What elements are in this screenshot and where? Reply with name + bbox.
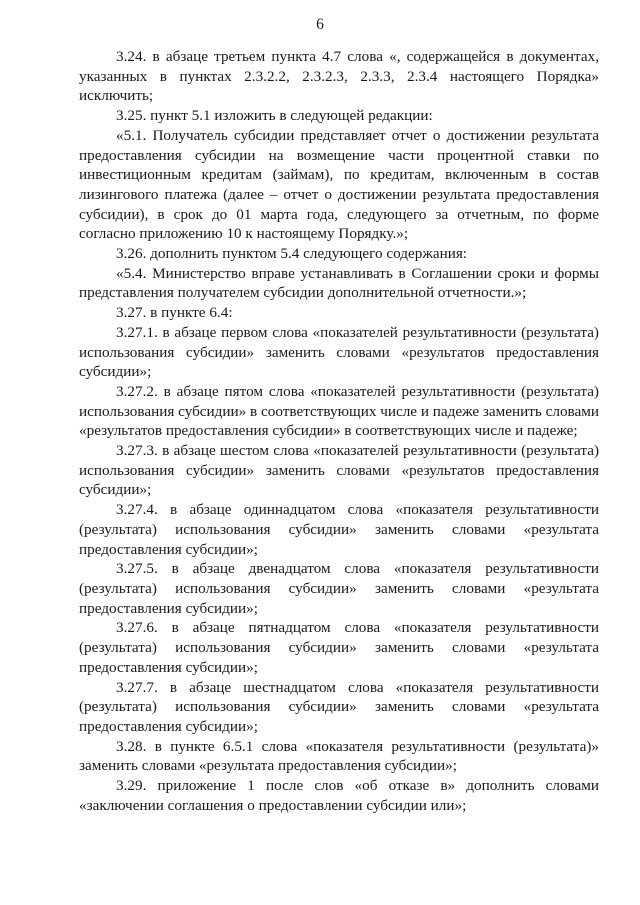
paragraph-3-27-2: 3.27.2. в абзаце пятом слова «показателей результативности (результата) использования субсидии» в соответствующих числе и падеже заменить словами «результатов предоставления субсидии» в соответствующих числе и падеже; (79, 382, 599, 440)
paragraph-3-29: 3.29. приложение 1 после слов «об отказе в» дополнить словами «заключении соглашения о предоставлении субсидии или»; (79, 777, 599, 814)
paragraph-3-27: 3.27. в пункте 6.4: (116, 304, 233, 322)
document-body (79, 47, 599, 815)
paragraph-3-28: 3.28. в пункте 6.5.1 слова «показателя результативности (результата)» заменить словами «результата предоставления субсидии»; (79, 737, 599, 775)
paragraph-3-25: 3.25. пункт 5.1 изложить в следующей редакции: (116, 107, 433, 125)
page-number: 6 (316, 16, 324, 33)
paragraph-3-27-3: 3.27.3. в абзаце шестом слова «показателей результативности (результата) использования субсидии» заменить словами «результатов предоставления субсидии»; (79, 442, 599, 499)
paragraph-3-27-5: 3.27.5. в абзаце двенадцатом слова «показателя результативности (результата) использования субсидии» заменить словами «результата предоставления субсидии»; (79, 560, 599, 617)
paragraph-3-27-6: 3.27.6. в абзаце пятнадцатом слова «показателя результативности (результата) использования субсидии» заменить словами «результата предоставления субсидии»; (79, 619, 599, 676)
paragraph-3-27-7: 3.27.7. в абзаце шестнадцатом слова «показателя результативности (результата) использования субсидии» заменить словами «результата предоставления субсидии»; (79, 678, 599, 735)
paragraph-3-26: 3.26. дополнить пунктом 5.4 следующего содержания: (116, 245, 468, 263)
paragraph-3-27-4: 3.27.4. в абзаце одиннадцатом слова «показателя результативности (результата) использования субсидии» заменить словами «результата предоставления субсидии»; (79, 501, 599, 558)
paragraph-3-24: 3.24. в абзаце третьем пункта 4.7 слова «, содержащейся в документах, указанных в пунктах 2.3.2.2, 2.3.2.3, 2.3.3, 2.3.4 настоящего Порядка» исключить; (79, 48, 599, 105)
paragraph-3-27-1: 3.27.1. в абзаце первом слова «показателей результативности (результата) использования субсидии» заменить словами «результатов предоставления субсидии»; (79, 323, 599, 381)
paragraph-5-4-text: «5.4. Министерство вправе устанавливать в Соглашении сроки и формы представления получателем субсидии дополнительной отчетности.»; (79, 264, 599, 302)
paragraph-5-1-text: «5.1. Получатель субсидии представляет отчет о достижении результата предоставления субсидии на возмещение части процентной ставки по инвестиционным кредитам (займам), по кредитам, включенным в состав лизингового платежа (далее – отчет о достижении результата предоставления субсидии), в срок до 01 марта года, следующего за отчетным, по форме согласно приложению 10 к настоящему Порядку.»; (79, 126, 599, 243)
